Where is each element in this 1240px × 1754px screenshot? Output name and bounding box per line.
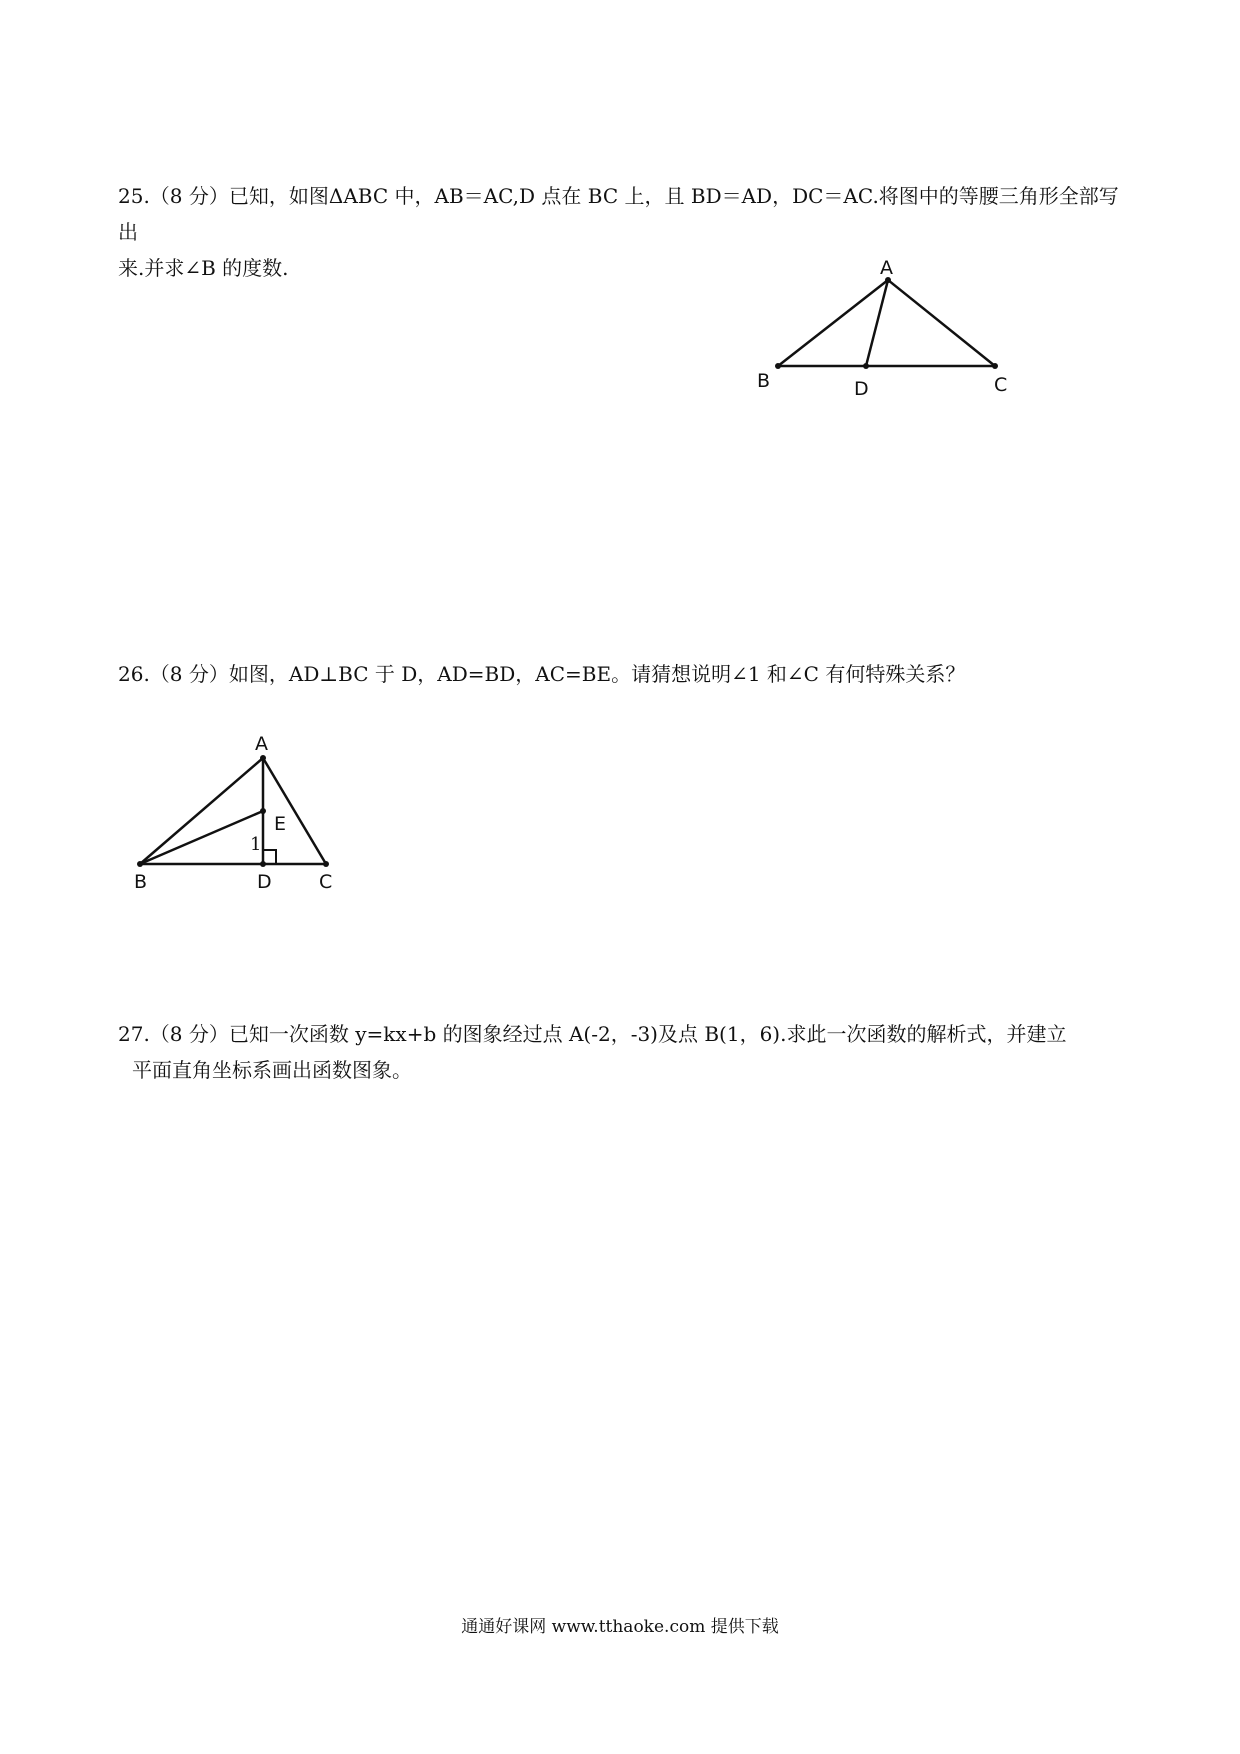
triangle-figure-26	[126, 728, 376, 898]
label-C: C	[319, 871, 333, 893]
label-B: B	[757, 370, 771, 392]
point-D	[863, 363, 869, 369]
point-A	[260, 755, 266, 761]
label-D: D	[257, 871, 272, 893]
page-footer: 通通好课网 www.tthaoke.com 提供下载	[461, 1617, 779, 1637]
label-E: E	[274, 813, 287, 835]
label-A: A	[880, 257, 893, 279]
question-25-line-2: 来.并求∠B 的度数.	[118, 256, 289, 280]
label-C: C	[994, 374, 1008, 396]
segment-AC	[888, 280, 995, 366]
label-angle-1: 1	[250, 834, 262, 855]
segment-AB	[778, 280, 888, 366]
question-26	[118, 656, 1128, 692]
question-27-line-1: 27.（8 分）已知一次函数 y=kx+b 的图象经过点 A(-2，-3)及点 B(1，6).求此一次函数的解析式，并建立	[118, 1022, 1067, 1046]
point-D	[260, 861, 266, 867]
point-C	[992, 363, 998, 369]
segment-BE	[140, 811, 263, 864]
point-C	[323, 861, 329, 867]
segment-AB	[140, 758, 263, 864]
question-25-line-1: 25.（8 分）已知，如图ΔABC 中，AB＝AC,D 点在 BC 上，且 BD＝AD，DC＝AC.将图中的等腰三角形全部写出	[118, 184, 1119, 244]
label-B: B	[134, 871, 148, 893]
point-E	[260, 808, 266, 814]
label-D: D	[854, 378, 869, 400]
point-B	[137, 861, 143, 867]
segment-AD	[866, 280, 888, 366]
triangle-figure-25	[740, 250, 1020, 400]
point-B	[775, 363, 781, 369]
segment-AC	[263, 758, 326, 864]
question-27	[118, 1016, 1128, 1088]
question-26-line-1: 26.（8 分）如图，AD⊥BC 于 D，AD=BD，AC=BE。请猜想说明∠1 和∠C 有何特殊关系？	[118, 662, 966, 686]
question-27-line-2: 平面直角坐标系画出函数图象。	[132, 1058, 412, 1082]
label-A: A	[255, 733, 268, 755]
